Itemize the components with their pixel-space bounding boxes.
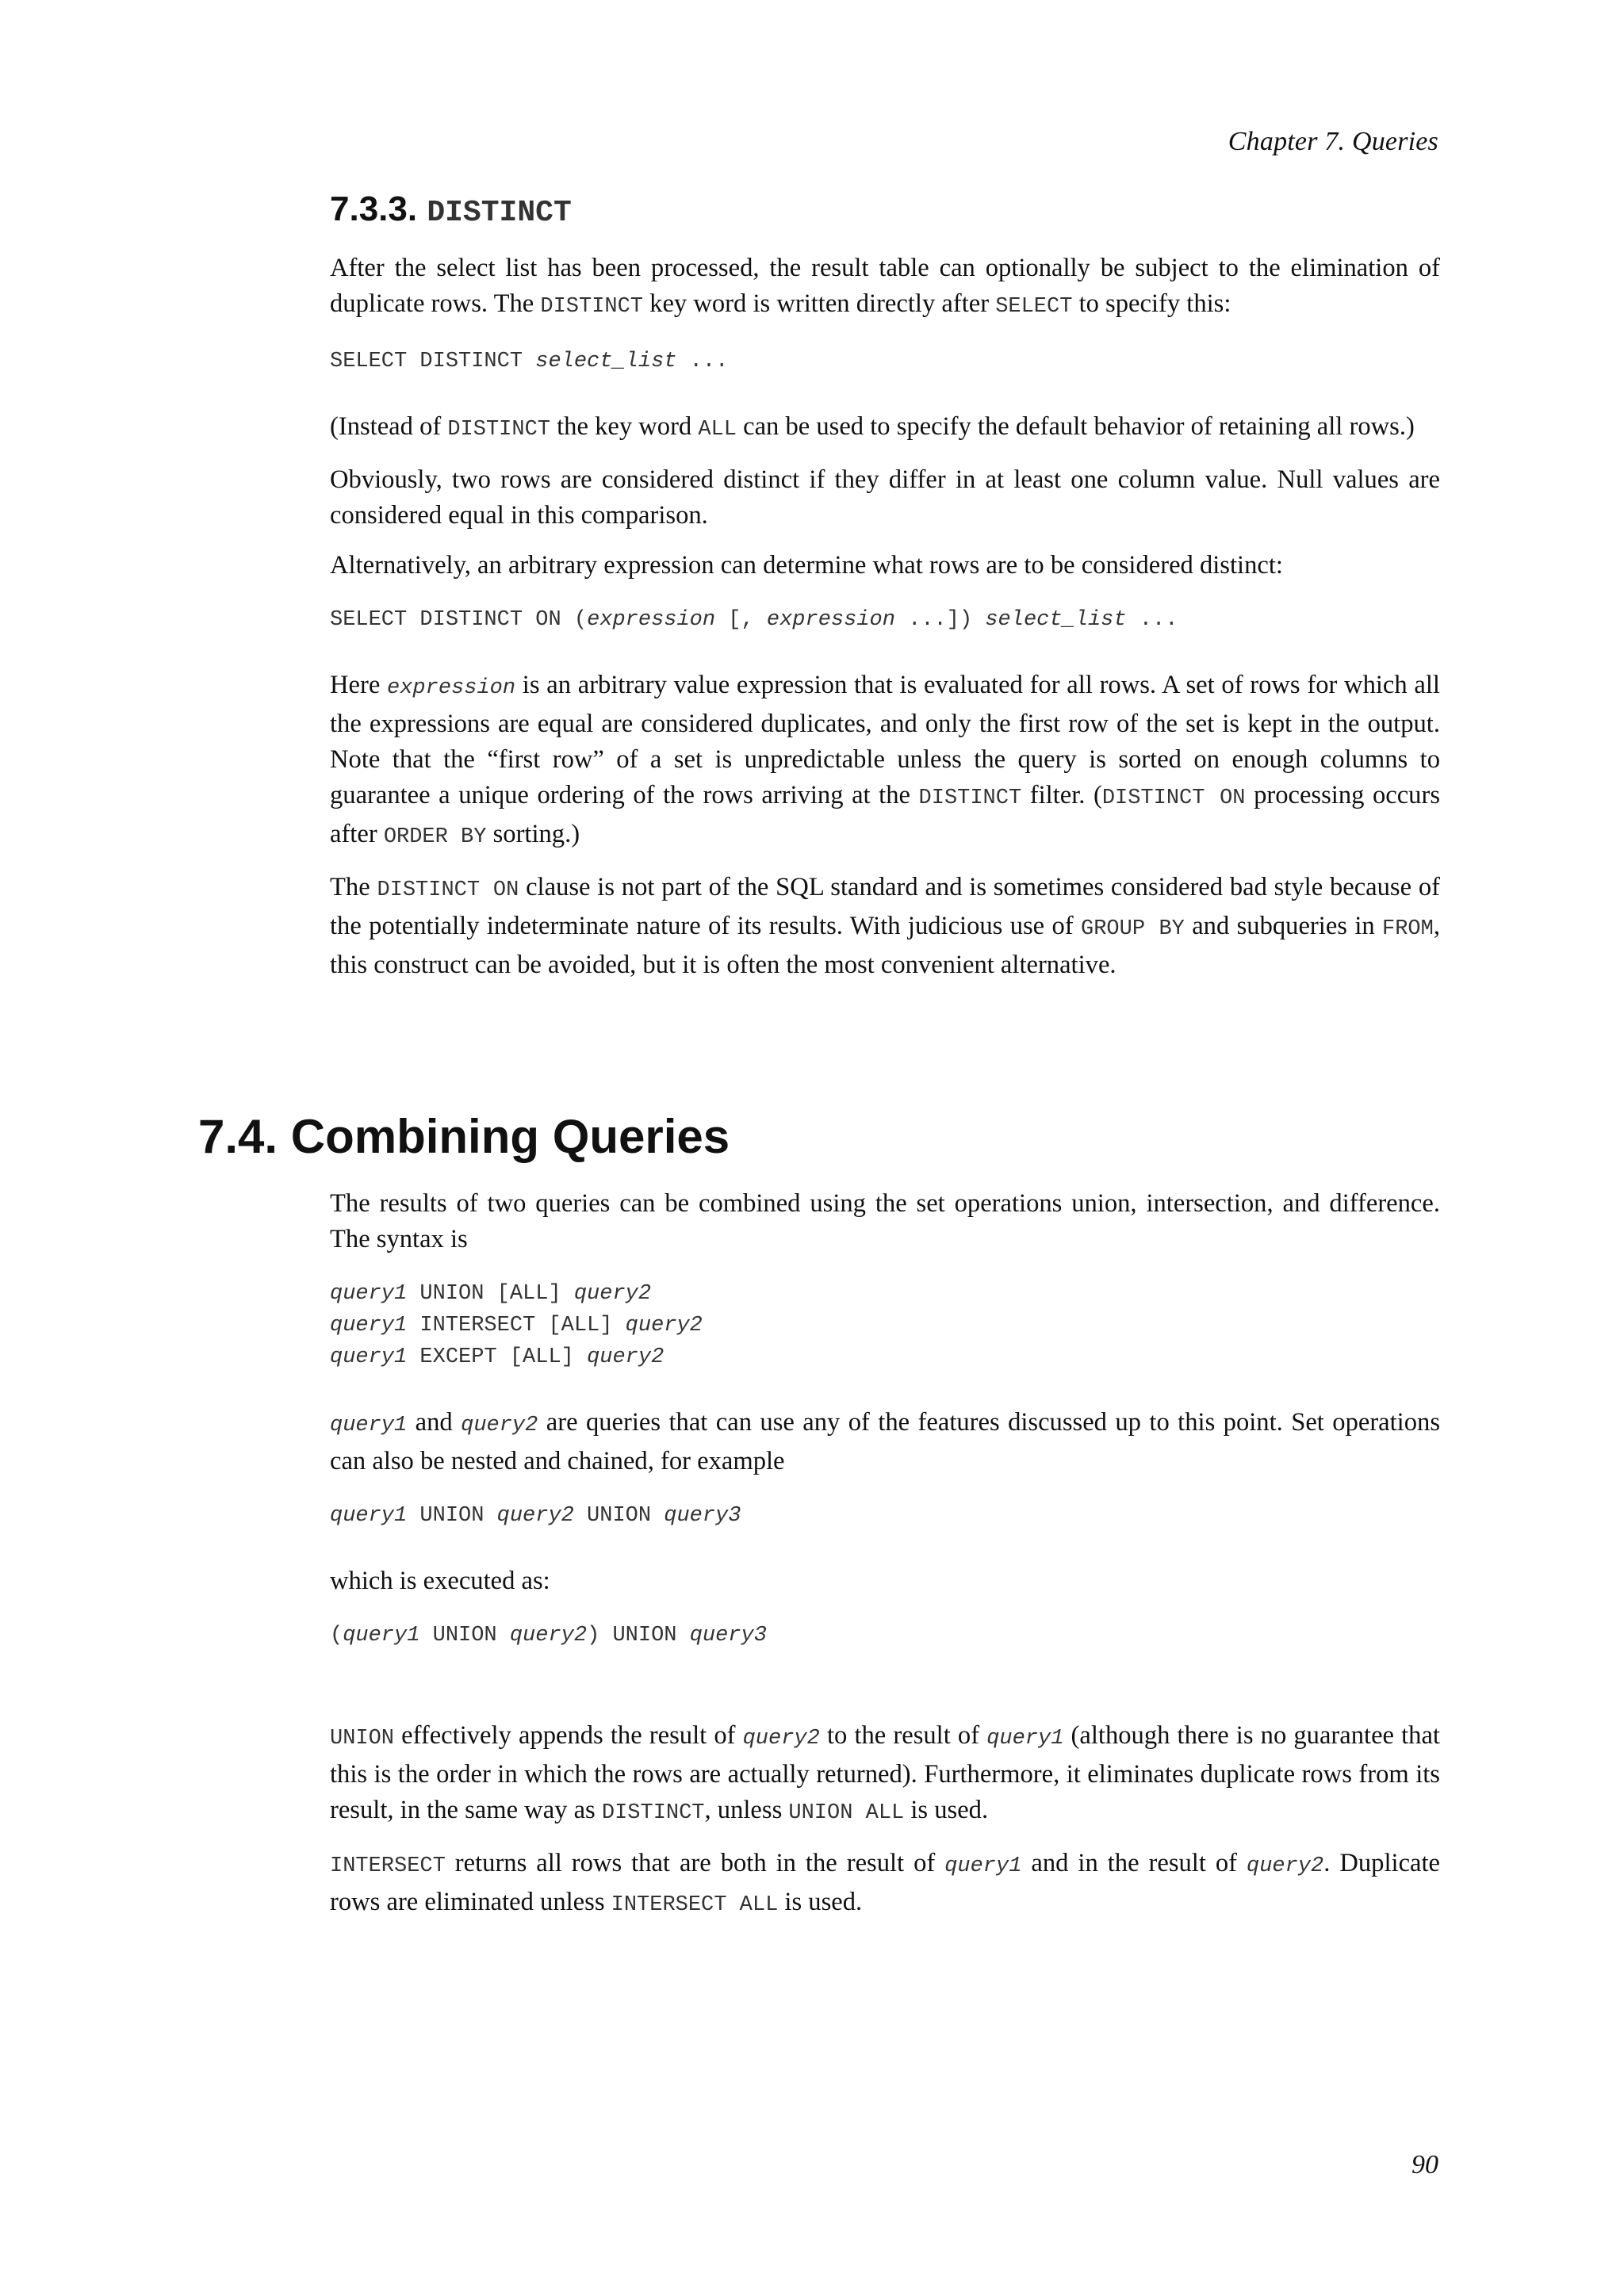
- text: key word is written directly after: [643, 289, 996, 318]
- inline-placeholder: query2: [1247, 1854, 1324, 1878]
- subsection-keyword: DISTINCT: [427, 196, 572, 230]
- code-placeholder: query1: [330, 1504, 408, 1528]
- code-placeholder: expression: [766, 607, 895, 632]
- code-placeholder: query1: [330, 1282, 408, 1306]
- code-placeholder: query1: [330, 1345, 408, 1369]
- code-placeholder: query2: [625, 1314, 703, 1337]
- code-block-select-distinct: [330, 346, 1440, 377]
- text: Here: [330, 670, 388, 699]
- text: are queries that can use any of the features discussed up to this point. Set operations can also be nested and chained, for example: [330, 1408, 1440, 1475]
- text: and: [407, 1408, 462, 1437]
- text: , unless: [704, 1796, 789, 1824]
- paragraph-distinct-on-standard: [330, 870, 1440, 983]
- text: to the result of: [819, 1721, 987, 1750]
- section-heading: 7.4. Combining Queries: [198, 1110, 730, 1163]
- text: clause is not part of the SQL standard and is sometimes considered bad style because of the potentially indeterminate nature of its results. With judicious use of: [330, 872, 1440, 940]
- paragraph-arbitrary-expression: Alternatively, an arbitrary expression can determine what rows are to be considered distinct:: [330, 550, 1283, 580]
- text: (although there is no guarantee that this is the order in which the rows are actually returned). Furthermore, it eliminates duplicate rows from its result, in the same way as: [330, 1721, 1440, 1824]
- code-text: UNION: [573, 1504, 665, 1528]
- code-placeholder: query3: [689, 1624, 767, 1647]
- inline-code: DISTINCT ON: [377, 878, 519, 902]
- inline-code: ALL: [698, 417, 737, 442]
- text: is used.: [778, 1888, 863, 1916]
- paragraph-all-keyword: [330, 409, 1440, 448]
- code-block-set-operations: [330, 1278, 1440, 1373]
- code-text: ) UNION: [587, 1624, 690, 1647]
- inline-code: UNION ALL: [788, 1801, 905, 1825]
- text: After the select list has been processed, the result table can optionally be subject to the elimination of duplicate rows. The: [330, 253, 1440, 318]
- text: can be used to specify the default behavior of retaining all rows.): [736, 411, 1415, 441]
- inline-code: GROUP BY: [1081, 916, 1185, 941]
- page-number: 90: [1411, 2150, 1438, 2179]
- paragraph-union-explained: [330, 1718, 1440, 1831]
- code-placeholder: select_list: [535, 349, 677, 373]
- inline-placeholder: query1: [986, 1727, 1064, 1751]
- code-text: (: [330, 1624, 343, 1647]
- paragraph-executed-as: which is executed as:: [330, 1567, 550, 1595]
- inline-code: SELECT: [995, 294, 1073, 319]
- code-text: ...: [676, 349, 729, 373]
- inline-code: INTERSECT ALL: [611, 1893, 779, 1917]
- text: filter. (: [1021, 780, 1102, 809]
- inline-code: DISTINCT: [447, 417, 550, 442]
- inline-code: FROM: [1382, 916, 1434, 941]
- paragraph-queries-nested: [330, 1405, 1440, 1479]
- code-text: EXCEPT [ALL]: [407, 1345, 588, 1369]
- text: is an arbitrary value expression that is evaluated for all rows. A set of rows for which all the expressions are equal are considered duplicates, and only the first row of the set is kept in the output. Note that the “first row” of a set is unpredictable unless the query is sorted on enough columns to guarantee a unique ordering of the rows arriving at the: [330, 670, 1440, 809]
- spacer: [330, 1683, 1440, 1718]
- inline-placeholder: expression: [387, 675, 516, 700]
- paragraph-distinct-rows: Obviously, two rows are considered distinct if they differ in at least one column value. Null values are considered equal in this comparison.: [330, 465, 1440, 530]
- inline-code: DISTINCT ON: [1101, 786, 1246, 810]
- inline-placeholder: query2: [461, 1414, 538, 1437]
- inline-code: ORDER BY: [383, 825, 487, 849]
- text: processing occurs after: [330, 780, 1441, 848]
- code-text: SELECT DISTINCT ON (: [330, 607, 588, 632]
- running-head: Chapter 7. Queries: [1228, 127, 1438, 156]
- paragraph-distinct-intro: [330, 251, 1440, 325]
- code-placeholder: query2: [587, 1345, 665, 1369]
- code-block-chained: [330, 1500, 1440, 1532]
- inline-code: DISTINCT: [918, 786, 1022, 810]
- subsection-number: 7.3.3.: [330, 189, 418, 228]
- code-text: UNION: [419, 1624, 510, 1647]
- text: The: [330, 872, 377, 901]
- code-text: SELECT DISTINCT: [330, 349, 536, 373]
- text: effectively appends the result of: [394, 1721, 743, 1750]
- code-placeholder: query1: [330, 1314, 408, 1337]
- text: the key word: [550, 411, 699, 441]
- code-placeholder: query2: [573, 1282, 652, 1306]
- inline-placeholder: query1: [330, 1414, 408, 1437]
- code-placeholder: select_list: [985, 607, 1127, 632]
- inline-placeholder: query1: [944, 1854, 1022, 1878]
- inline-code: UNION: [330, 1727, 395, 1751]
- code-text: ...]): [894, 607, 986, 632]
- code-text: [,: [715, 607, 767, 632]
- code-placeholder: query2: [509, 1624, 588, 1647]
- paragraph-combining-intro: The results of two queries can be combined using the set operations union, intersection, and difference. The syntax is: [330, 1189, 1440, 1253]
- code-text: UNION: [407, 1504, 497, 1528]
- paragraph-expression-explained: [330, 668, 1440, 855]
- text: (Instead of: [330, 411, 448, 441]
- subsection-heading: [330, 189, 1440, 232]
- text: is used.: [904, 1796, 989, 1824]
- code-placeholder: query1: [343, 1624, 420, 1647]
- code-placeholder: query2: [496, 1504, 574, 1528]
- code-placeholder: expression: [587, 607, 716, 632]
- text: returns all rows that are both in the result of: [445, 1849, 945, 1877]
- inline-code: DISTINCT: [540, 294, 644, 319]
- section-7-4: [330, 1186, 1440, 1938]
- code-block-executed: [330, 1620, 1440, 1651]
- code-placeholder: query3: [664, 1504, 741, 1528]
- code-text: UNION [ALL]: [407, 1282, 574, 1306]
- text: to specify this:: [1072, 289, 1231, 318]
- text: sorting.): [486, 819, 580, 848]
- code-text: INTERSECT [ALL]: [407, 1314, 626, 1337]
- text: . Duplicate rows are eliminated unless: [330, 1849, 1440, 1916]
- section-7-3-3: [330, 189, 1440, 997]
- text: and subqueries in: [1184, 911, 1383, 940]
- code-block-distinct-on: [330, 604, 1440, 636]
- text: , this construct can be avoided, but it is often the most convenient alternative.: [330, 911, 1440, 979]
- paragraph-intersect-explained: [330, 1846, 1440, 1923]
- inline-code: DISTINCT: [601, 1801, 705, 1825]
- code-text: ...: [1126, 607, 1178, 632]
- inline-code: INTERSECT: [330, 1854, 446, 1878]
- text: and in the result of: [1021, 1849, 1247, 1877]
- inline-placeholder: query2: [742, 1727, 820, 1751]
